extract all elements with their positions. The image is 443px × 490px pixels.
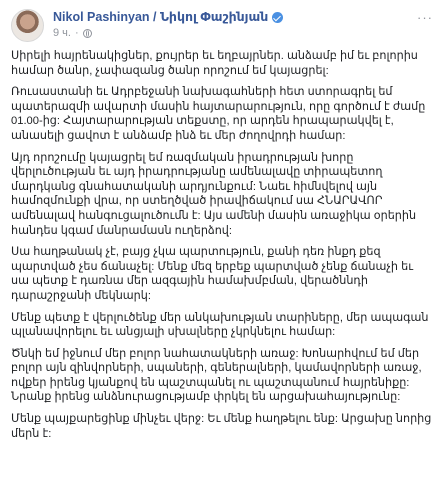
author-line [53, 10, 283, 25]
author-avatar[interactable] [11, 9, 44, 42]
post-paragraph: Մենք պետք է վերլուծենք մեր անկախության տարիները, մեր ապագան պլանավորելու եւ անցյալի սխալները չկրկնելու համար: [11, 311, 429, 339]
author-block [53, 10, 283, 40]
meta-separator: · [74, 27, 79, 39]
post-paragraph: Ռուսաստանի եւ Ադրբեջանի նախագահների հետ ստորագրել եմ պատերազմի ավարտի մասին հայտարարություն, որը գործում է ժամը 01.00-ից: Հայտարարության տեքստը, որ արդեն հրապարակվել է, անասելի ցավոտ է անձամբ ինձ եւ մեր ժողովրդի համար: [11, 86, 426, 142]
verified-badge-icon [272, 12, 283, 23]
post-options-menu-icon[interactable]: ··· [417, 10, 433, 25]
post-paragraph: Այդ որոշումը կայացրել եմ ռազմական իրադրության խորը վերլուծության եւ այդ իրադրությանը ամենալավը տիրապետող մարդկանց գնահատականի արդյունքում: Նաեւ հիմնվելով այն համոզմունքի վրա, որ ստեղծված իրավիճակում սա ՀՆԱՐԱՎՈՐ ամենալավ հանգուցալուծումն է: Այս ամենի մասին առաջիկա օրերին հանդես կգամ մանրամասն ուղերձով: [11, 151, 417, 237]
post-timestamp[interactable]: 9 ч. [53, 27, 71, 39]
post-paragraph: Մենք պայքարեցինք մինչեւ վերջ: Եւ մենք հաղթելու ենք: Արցախը նորից մերն է: [11, 413, 432, 440]
post-paragraph: Սիրելի հայրենակիցներ, քույրեր եւ եղբայրներ. անձամբ իմ եւ բոլորիս համար ծանր, չափազանց ծանր որոշում եմ կայացրել: [11, 50, 418, 77]
post-header [11, 8, 433, 42]
post-meta [53, 26, 283, 40]
public-globe-icon [83, 29, 92, 38]
post-paragraph: Ծնկի եմ իջնում մեր բոլոր նահատակների առաջ: Խոնարհվում եմ մեր բոլոր այն զինվորների, սպաների, գեներալների, կամավորների առաջ, ովքեր իրենց կյանքով են պաշտպանել ու պաշտպանում հայրենիքը: Նրանք իրենց անձնուրացությամբ փրկել են արցախահայությունը: [11, 347, 422, 404]
post-body [11, 49, 433, 441]
post-paragraph: Սա հաղթանակ չէ, բայց չկա պարտություն, քանի դեռ ինքդ քեզ պարտված չես ճանաչել: Մենք մեզ երբեք պարտված չենք ճանաչի եւ սա պետք է դառնա մեր ազգային համախմբման, վերածննդի դարաշրջանի մեկնարկ: [11, 246, 414, 302]
author-name[interactable]: Nikol Pashinyan / Նիկոլ Փաշինյան [53, 10, 269, 24]
